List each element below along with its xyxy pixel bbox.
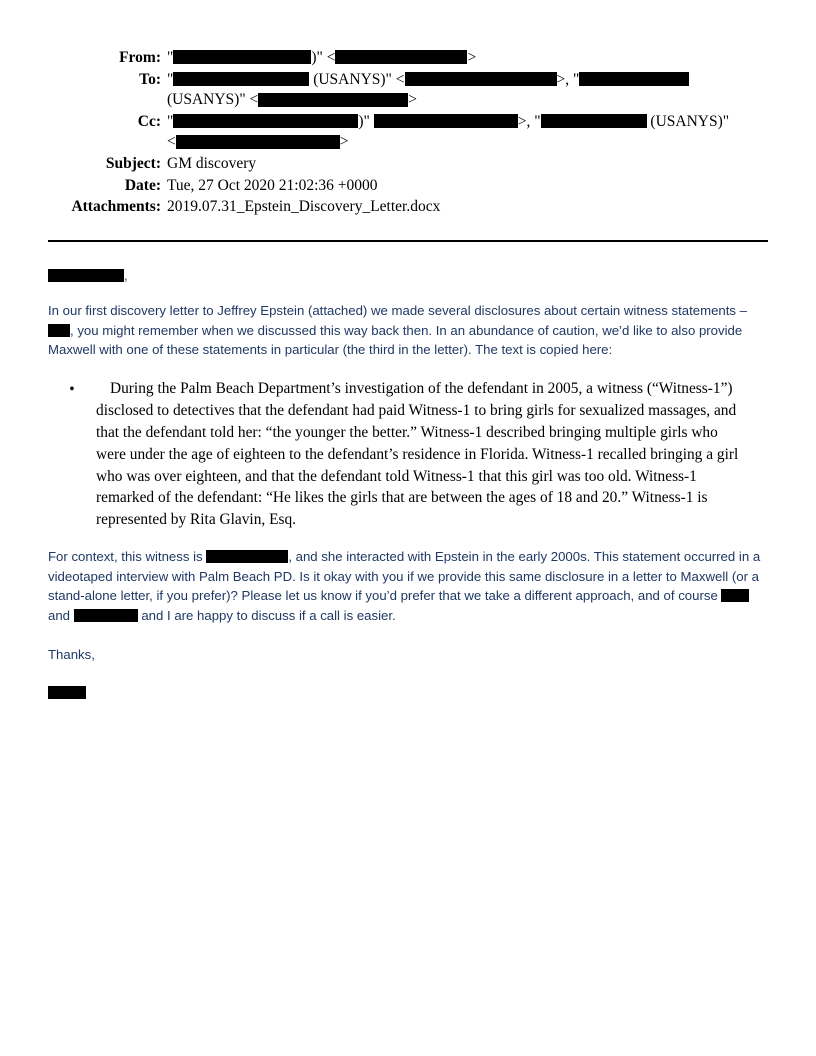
- redaction-bar: [258, 93, 408, 107]
- quoted-statement-list: [48, 378, 768, 531]
- redaction-bar: [405, 72, 557, 86]
- header-row-to: [48, 70, 768, 111]
- redaction-bar: [48, 269, 124, 282]
- redaction-bar: [374, 114, 518, 128]
- redaction-bar: [335, 50, 467, 64]
- header-row-attachments: [48, 197, 768, 218]
- header-value-to: " (USANYS)" < >, " (USANYS)" < >: [167, 70, 768, 111]
- redaction-bar: [579, 72, 689, 86]
- header-row-cc: [48, 112, 768, 153]
- header-value-date: Tue, 27 Oct 2020 21:02:36 +0000: [167, 176, 378, 194]
- body-paragraph-1: In our first discovery letter to Jeffrey Epstein (attached) we made several disclosures about certain witness statements – , you might remember when we discussed this way back then. In an abundance of caution, we’d like to also provide Maxwell with one of these statements in particular (the third in the letter). The text is copied here:: [48, 303, 748, 358]
- header-row-subject: [48, 154, 768, 175]
- body-paragraph-2: For context, this witness is , and she interacted with Epstein in the early 2000s. This statement occurred in a videotaped interview with Palm Beach PD. Is it okay with you if we provide this same disclosure in a letter to Maxwell (or a stand-alone letter, if you prefer)? Please let us know if you’d prefer that we take a different approach, and of course and and I are happy to discuss if a call is easier.: [48, 549, 761, 623]
- redaction-bar: [173, 50, 311, 64]
- email-body: [48, 266, 768, 702]
- body-greeting: ,: [48, 266, 768, 286]
- list-item-text: During the Palm Beach Department’s investigation of the defendant in 2005, a witness (“Witness-1”) disclosed to detectives that the defendant had paid Witness-1 to bring girls for sexualized massages, and that the defendant told her: “the younger the better.” Witness-1 described bringing multiple girls who were under the age of eighteen to the defendant’s residence in Florida. Witness-1 recalled bringing a girl who was over eighteen, and that the defendant told Witness-1 that this girl was too old. Witness-1 remarked of the defendant: “He likes the girls that are between the ages of 18 and 20.” Witness-1 is represented by Rita Glavin, Esq.: [96, 380, 739, 529]
- redaction-bar: [541, 114, 647, 128]
- bullet-dot-icon: •: [69, 381, 75, 398]
- header-value-cc: " )" >, " (USANYS)" < >: [167, 112, 730, 151]
- body-signature: [48, 683, 768, 703]
- header-row-date: [48, 176, 768, 197]
- header-value-subject: GM discovery: [167, 155, 257, 173]
- redaction-bar: [176, 135, 340, 149]
- redaction-bar: [206, 550, 288, 563]
- redaction-bar: [48, 686, 86, 699]
- header-label-subject: Subject:: [105, 155, 161, 173]
- header-row-from: [48, 48, 768, 69]
- list-item: [48, 378, 768, 531]
- header-label-date: Date:: [124, 176, 161, 194]
- redaction-bar: [48, 324, 70, 337]
- header-divider: [48, 240, 768, 242]
- header-label-from: From:: [119, 49, 161, 66]
- redaction-bar: [173, 114, 358, 128]
- email-header: [48, 48, 768, 218]
- body-closing: Thanks,: [48, 647, 95, 663]
- redaction-bar: [173, 72, 309, 86]
- header-value-attachments[interactable]: 2019.07.31_Epstein_Discovery_Letter.docx: [167, 198, 441, 216]
- header-label-to: To:: [139, 70, 161, 88]
- header-label-attachments: Attachments:: [71, 198, 161, 216]
- header-value-from: " )" < >: [167, 49, 477, 66]
- redaction-bar: [74, 609, 138, 622]
- redaction-bar: [721, 589, 749, 602]
- header-label-cc: Cc:: [137, 112, 161, 130]
